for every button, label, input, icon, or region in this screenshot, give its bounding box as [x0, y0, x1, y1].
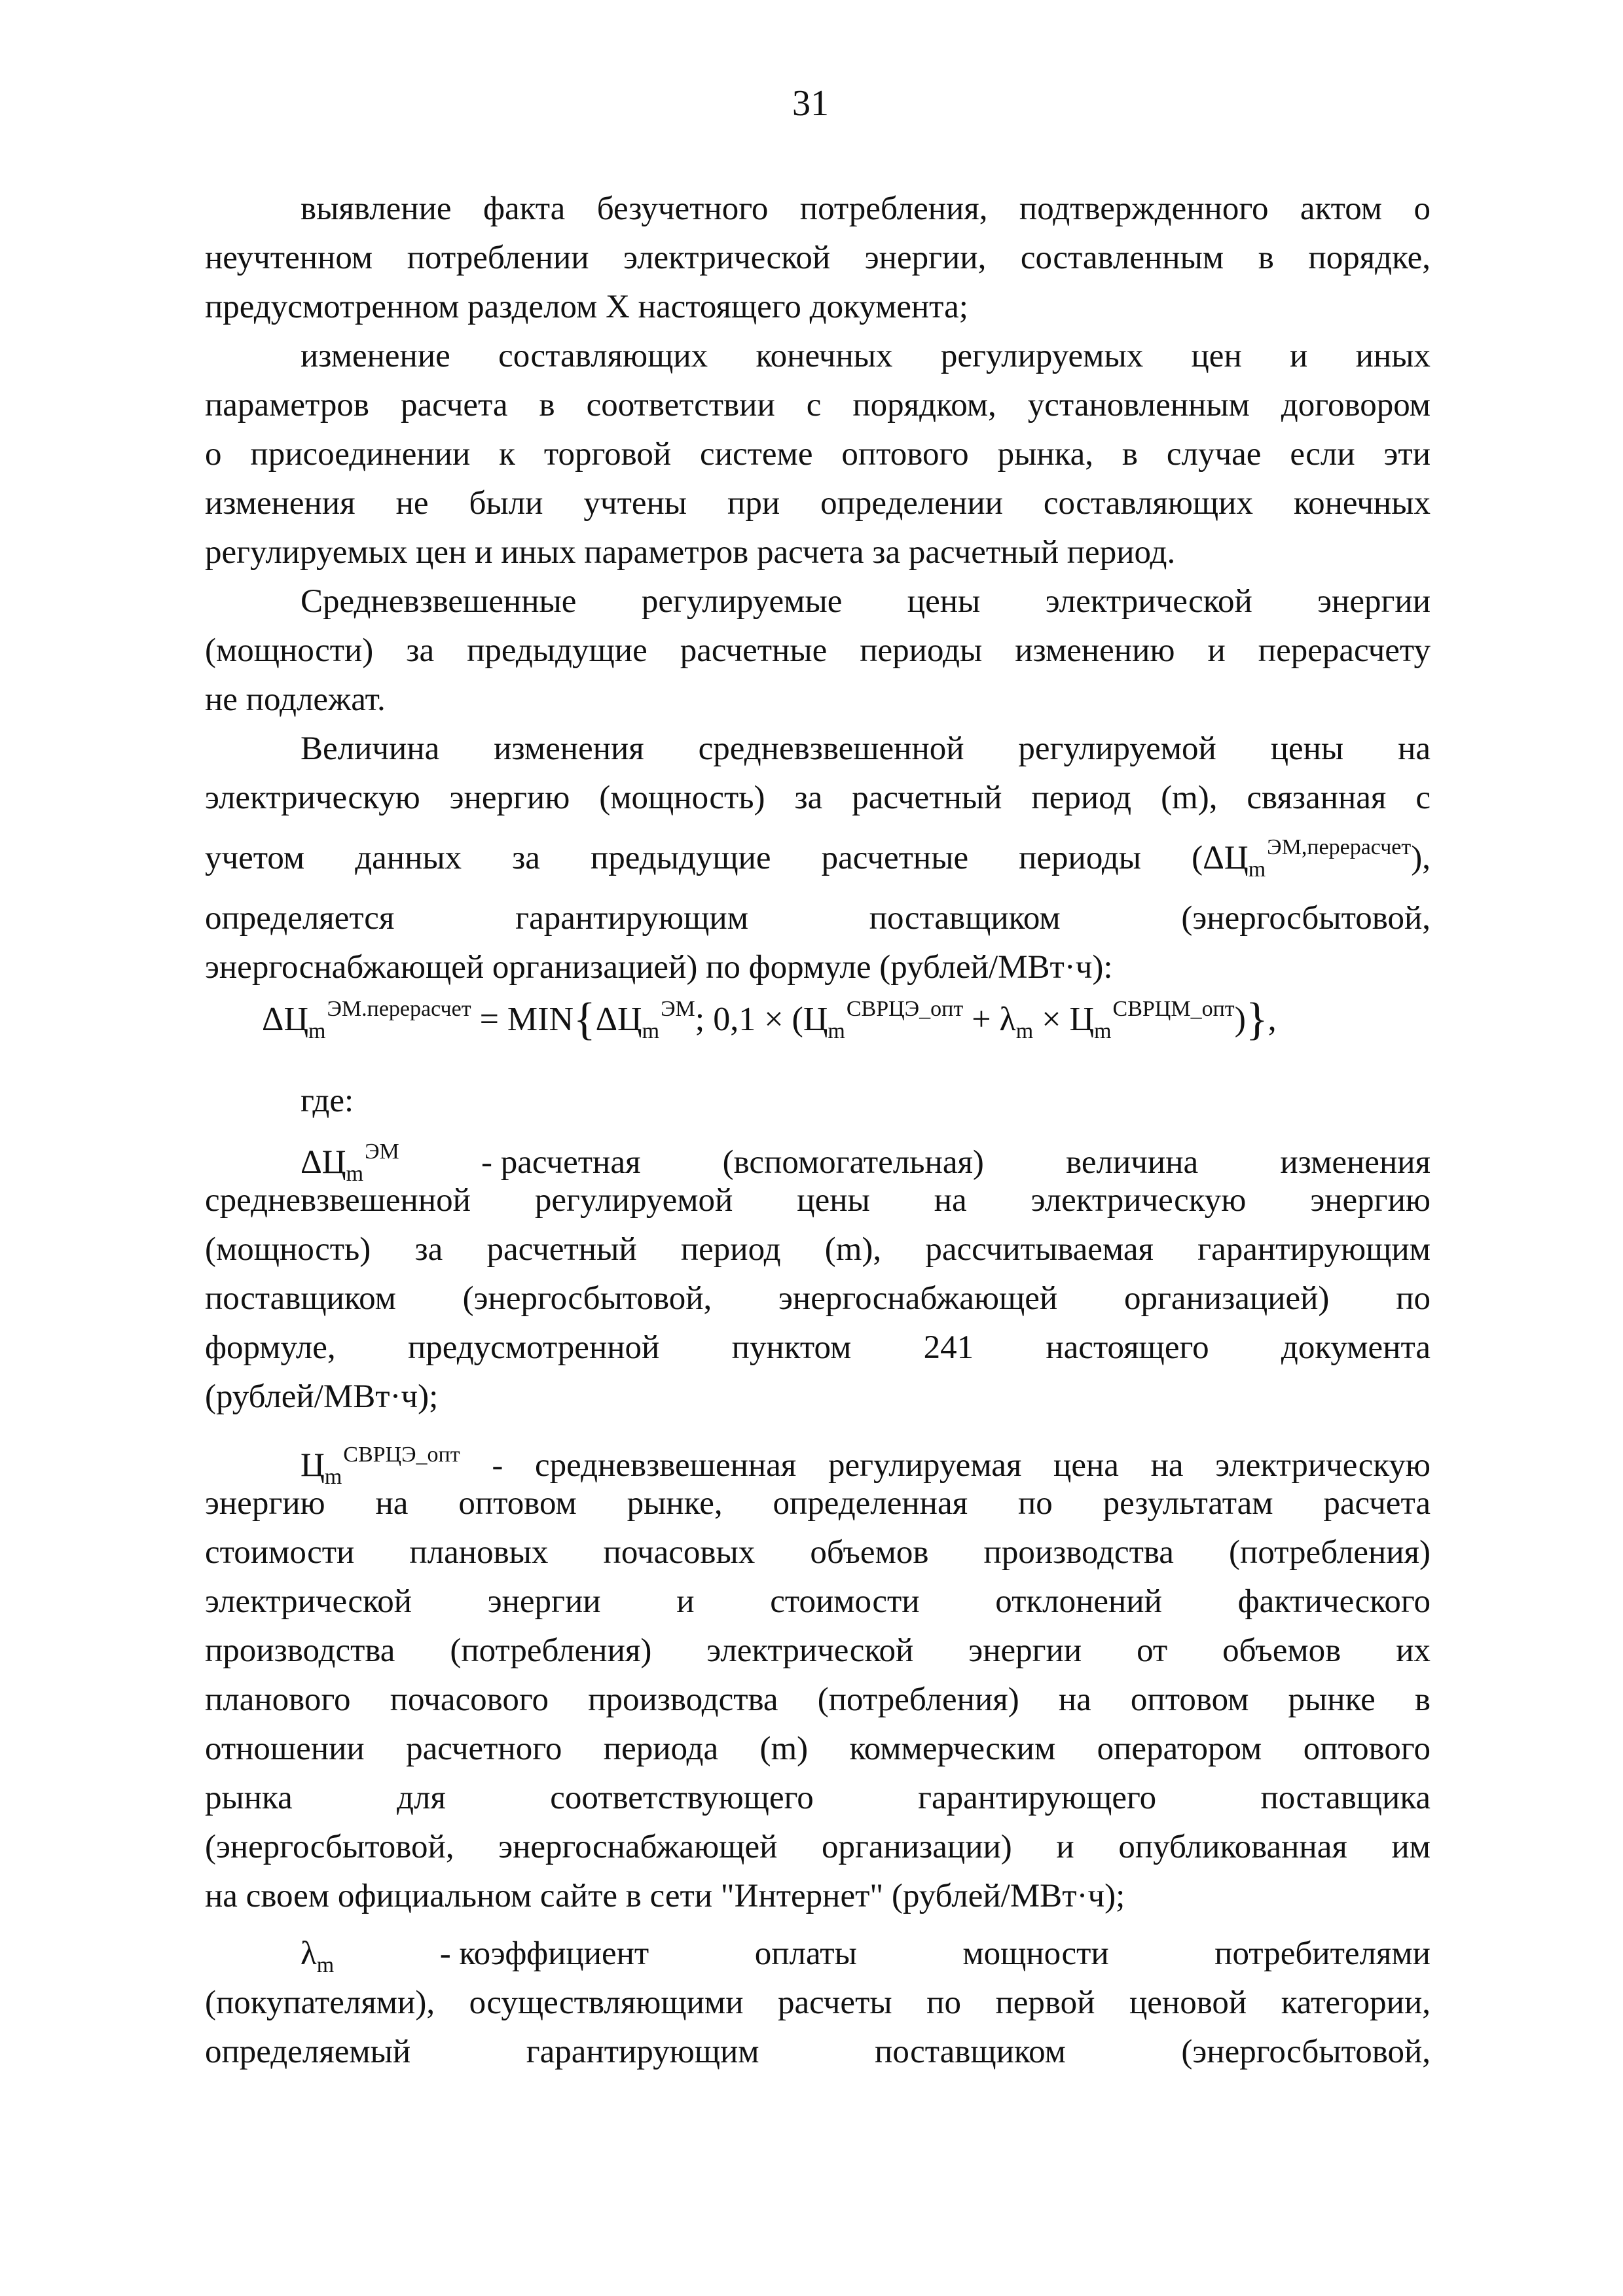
text-line: планового почасового производства (потребления) на оптовом рынке в	[205, 1681, 1431, 1718]
formula-times: ×	[1042, 1001, 1061, 1038]
text-line: производства (потребления) электрической энергии от объемов их	[205, 1632, 1431, 1669]
symbol-lambda: λ	[999, 1001, 1016, 1038]
text-line: Величина изменения средневзвешенной регулируемой цены на	[301, 730, 1431, 767]
text-line: рынка для соответствующего гарантирующего поставщика	[205, 1780, 1431, 1816]
text-line: предусмотренном разделом X настоящего документа;	[205, 289, 968, 325]
formula-price-svrcm	[1069, 997, 1235, 1043]
symbol-delta-c: ΔЦ	[595, 1001, 642, 1038]
text-line: регулируемых цен и иных параметров расчета за расчетный период.	[205, 534, 1176, 571]
symbol-delta-c: ΔЦ	[301, 1144, 346, 1181]
symbol-c: Ц	[1069, 1001, 1095, 1038]
text-line: изменение составляющих конечных регулируемых цен и иных	[301, 338, 1431, 374]
right-brace: }	[1245, 994, 1268, 1045]
paragraph-change-value	[205, 725, 1431, 992]
delta-price-recalc-symbol	[1203, 835, 1412, 882]
text-line-with-symbol	[205, 823, 1431, 894]
text-line: формуле, предусмотренной пунктом 241 настоящего документа	[205, 1329, 1431, 1366]
superscript-svrce: СВРЦЭ_опт	[846, 997, 964, 1021]
formula-price-svrce	[803, 997, 964, 1043]
formula-lhs	[262, 997, 471, 1043]
text-line: неучтенном потреблении электрической энергии, составленным в порядке,	[205, 240, 1431, 276]
superscript-em: ЭМ	[661, 997, 695, 1021]
text-line: (энергосбытовой, энергоснабжающей организации) и опубликованная им	[205, 1829, 1431, 1865]
price-svrce-symbol	[301, 1443, 460, 1489]
text-line: электрическую энергию (мощность) за расчетный период (m), связанная с	[205, 780, 1431, 816]
text-word: мощности	[962, 1935, 1109, 1972]
text-line: изменения не были учтены при определении составляющих конечных	[205, 485, 1431, 522]
text-word: величина	[1066, 1144, 1199, 1181]
subscript-m: m	[1248, 857, 1266, 882]
superscript-em-recalc: ЭМ,перерасчет	[1267, 835, 1412, 859]
text-word: оплаты	[754, 1935, 857, 1972]
subscript-m: m	[1015, 1019, 1034, 1043]
text-line: энергию на оптовом рынке, определенная по результатам расчета	[205, 1485, 1431, 1522]
symbol-c: Ц	[301, 1447, 325, 1484]
text-word: потребителями	[1214, 1935, 1431, 1972]
subscript-m: m	[308, 1019, 326, 1043]
text-line-part: - средневзвешенная регулируемая цена на электрическую	[492, 1447, 1431, 1484]
formula-close-paren: )	[1234, 1001, 1246, 1038]
subscript-m: m	[1094, 1019, 1112, 1043]
text-line: не подлежат.	[205, 681, 386, 718]
text-line: поставщиком (энергосбытовой, энергоснабжающей организацией) по	[205, 1280, 1431, 1317]
superscript-svrcm: СВРЦМ_опт	[1112, 997, 1235, 1021]
text-line: (мощность) за расчетный период (m), рассчитываемая гарантирующим	[205, 1231, 1431, 1268]
formula-delta-em	[595, 997, 695, 1043]
formula-end: ,	[1267, 1001, 1277, 1038]
superscript-em: ЭМ	[365, 1139, 399, 1164]
paragraph-weighted-prices-not-recalculated	[205, 577, 1431, 725]
text-line: на своем официальном сайте в сети "Интернет" (рублей/МВт·ч);	[205, 1878, 1125, 1914]
paragraph-price-components-change	[205, 332, 1431, 577]
formula-min: = MIN	[479, 1001, 574, 1038]
formula-plus: +	[972, 1001, 991, 1038]
paragraph-unaccounted-consumption	[205, 185, 1431, 332]
superscript-svrce: СВРЦЭ_опт	[343, 1443, 460, 1467]
text-line: (покупателями), осуществляющими расчеты по первой ценовой категории,	[205, 1984, 1431, 2021]
text-line: о присоединении к торговой системе оптового рынка, в случае если эти	[205, 436, 1431, 473]
text-line: (рублей/МВт·ч);	[205, 1378, 439, 1415]
page-number: 31	[792, 83, 829, 124]
text-line: определяется гарантирующим поставщиком (энергосбытовой,	[205, 900, 1431, 937]
text-line: параметров расчета в соответствии с порядком, установленным договором	[205, 387, 1431, 423]
subscript-m: m	[316, 1953, 335, 1977]
text-line-part: учетом данных за предыдущие расчетные периоды (	[205, 840, 1203, 876]
definition-lambda-body	[205, 1979, 1431, 2077]
subscript-m: m	[828, 1019, 845, 1043]
definition-svrce-body	[205, 1479, 1431, 1921]
text-line: энергоснабжающей организацией) по формуле (рублей/МВт·ч):	[205, 949, 1113, 986]
text-word: - коэффициент	[439, 1935, 649, 1972]
text-word: (вспомогательная)	[722, 1144, 984, 1181]
symbol-delta-c: ΔЦ	[1203, 840, 1249, 876]
formula-coefficient: ; 0,1 × (	[695, 1001, 803, 1038]
text-line: выявление факта безучетного потребления, подтвержденного актом о	[301, 190, 1431, 227]
text-line: средневзвешенной регулируемой цены на электрическую энергию	[205, 1182, 1431, 1219]
formula-lambda	[999, 1001, 1034, 1043]
recalculation-formula	[262, 994, 1440, 1046]
text-word: - расчетная	[481, 1144, 641, 1181]
text-line: (мощности) за предыдущие расчетные периоды изменению и перерасчету	[205, 632, 1431, 669]
where-text: где:	[301, 1083, 354, 1119]
text-line-part: ),	[1411, 840, 1431, 876]
text-word: изменения	[1280, 1144, 1431, 1181]
symbol-lambda: λ	[301, 1935, 317, 1972]
text-line: электрической энергии и стоимости отклонений фактического	[205, 1583, 1431, 1620]
symbol-delta-c: ΔЦ	[262, 1001, 308, 1038]
superscript-em-recalc: ЭМ.перерасчет	[327, 997, 471, 1021]
where-label	[301, 1077, 693, 1126]
text-line: определяемый гарантирующим поставщиком (энергосбытовой,	[205, 2034, 1431, 2070]
subscript-m: m	[324, 1465, 342, 1489]
text-line: стоимости плановых почасовых объемов производства (потребления)	[205, 1534, 1431, 1571]
text-line: отношении расчетного периода (m) коммерческим оператором оптового	[205, 1731, 1431, 1767]
text-line: Средневзвешенные регулируемые цены электрической энергии	[301, 583, 1431, 620]
left-brace: {	[574, 994, 596, 1045]
subscript-m: m	[346, 1162, 364, 1186]
definition-delta-em-body	[205, 1176, 1431, 1422]
subscript-m: m	[642, 1019, 660, 1043]
symbol-c: Ц	[803, 1001, 828, 1038]
